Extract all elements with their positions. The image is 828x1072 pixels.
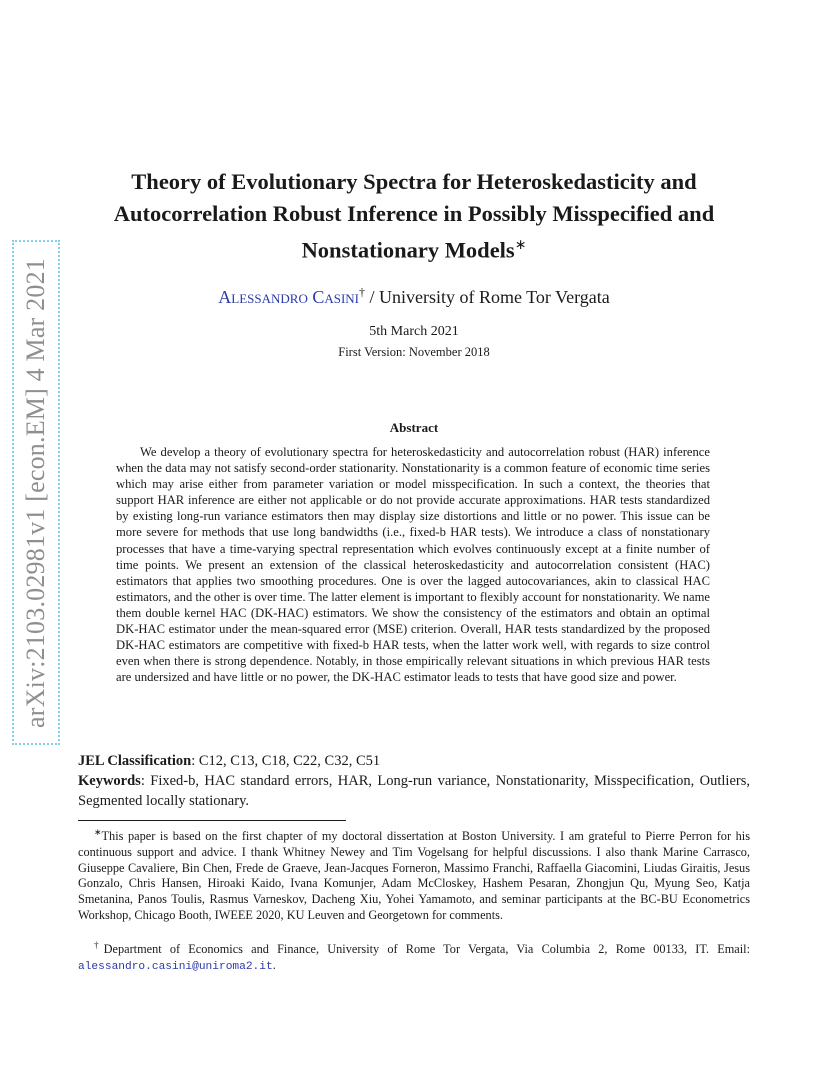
jel-label: JEL Classification — [78, 753, 192, 769]
arxiv-stamp — [12, 240, 60, 745]
author-affiliation: / University of Rome Tor Vergata — [365, 287, 610, 307]
abstract-heading: Abstract — [389, 420, 439, 435]
footnote-1-mark: ∗ — [94, 827, 102, 837]
footnote-2 — [78, 938, 750, 976]
keywords-list: : Fixed-b, HAC standard errors, HAR, Long-run variance, Nonstationarity, Misspecification, Outliers, Segmented locally stationary. — [78, 773, 750, 809]
title-line-3-text: Nonstationary Models — [301, 237, 515, 263]
footnote-2-mark: † — [94, 940, 104, 950]
author-footnote-mark: † — [359, 285, 366, 299]
footnote-1-text: This paper is based on the first chapter of my doctoral dissertation at Boston University. I am grateful to Pierre Perron for his continuous support and advice. I thank Whitney Newey and Tim Vogelsang for helpful discussions. I also thank Marine Carrasco, Giuseppe Cavaliere, Bin Chen, Frede de Graeve, Jean-Jacques Forneron, Massimo Franchi, Raffaella Giacomini, Liudas Giraitis, Jesus Gonzalo, Chris Hansen, Hiroaki Kaido, Ivana Komunjer, Adam McCloskey, Hashem Pesaran, Zhongjun Qu, Myung Seo, Katja Smetanina, Panos Toulis, Rasmus Varneskov, Dacheng Xiu, Yohei Yamamoto, and seminar participants at the BC-BU Econometrics Workshop, Chicago Booth, IWEEE 2020, KU Leuven and Georgetown for comments. — [78, 829, 750, 923]
keywords-label: Keywords — [78, 773, 141, 789]
footnote-1 — [78, 825, 750, 924]
paper-title — [78, 166, 750, 267]
footnote-rule — [78, 820, 346, 821]
abstract-text: We develop a theory of evolutionary spectra for heteroskedasticity and autocorrelation robust (HAR) inference when the data may not satisfy second-order stationarity. Nonstationarity is a common feature of economic time series which may arise either from parameter variation or model misspecification. In such a context, the theories that support HAR inference are either not applicable or do not provide accurate approximations. HAR tests standardized by existing long-run variance estimators then may display size distortions and little or no power. This issue can be more severe for methods that use long bandwidths (i.e., fixed-b HAR tests). We introduce a class of nonstationary processes that have a time-varying spectral representation which evolves continuously except at a finite number of time points. We present an extension of the classical heteroskedasticity and autocorrelation consistent (HAC) estimators that applies two smoothing procedures. One is over the lagged autocovariances, akin to classical HAC estimators, and the other is over time. The latter element is important to flexibly account for nonstationarity. We name them double kernel HAC (DK-HAC) estimators. We show the consistency of the estimators and obtain an optimal DK-HAC estimator under the mean-squared error (MSE) criterion. Overall, HAR tests standardized by the proposed DK-HAC estimators are competitive with fixed-b HAR tests, when the latter work well, with regards to size control even when there is strong dependence. Notably, in those empirically relevant situations in which previous HAR tests are undersized and have little or no power, the DK-HAC estimator leads to tests that have good size and power. — [116, 445, 710, 685]
footnote-2-text: Department of Economics and Finance, University of Rome Tor Vergata, Via Columbia 2, Rome 00133, IT. Email: — [103, 942, 751, 957]
author-name[interactable]: Alessandro Casini — [218, 287, 360, 307]
title-line-2: Autocorrelation Robust Inference in Possibly Misspecified and — [113, 201, 715, 226]
author-line — [78, 285, 750, 308]
jel-codes: : C12, C13, C18, C22, C32, C51 — [191, 753, 381, 769]
paper-date: 5th March 2021 — [369, 324, 459, 339]
author-email-link[interactable]: alessandro.casini@uniroma2.it — [78, 960, 273, 973]
arxiv-identifier: arXiv:2103.02981v1 [econ.EM] 4 Mar 2021 — [21, 257, 50, 728]
jel-classification — [78, 752, 750, 771]
first-version-date: First Version: November 2018 — [338, 345, 490, 359]
title-footnote-mark: ∗ — [514, 238, 527, 253]
title-line-1: Theory of Evolutionary Spectra for Heteroskedasticity and — [131, 169, 697, 194]
footnote-2-end: . — [272, 957, 276, 972]
title-line-3 — [78, 230, 750, 267]
keywords — [78, 772, 750, 811]
